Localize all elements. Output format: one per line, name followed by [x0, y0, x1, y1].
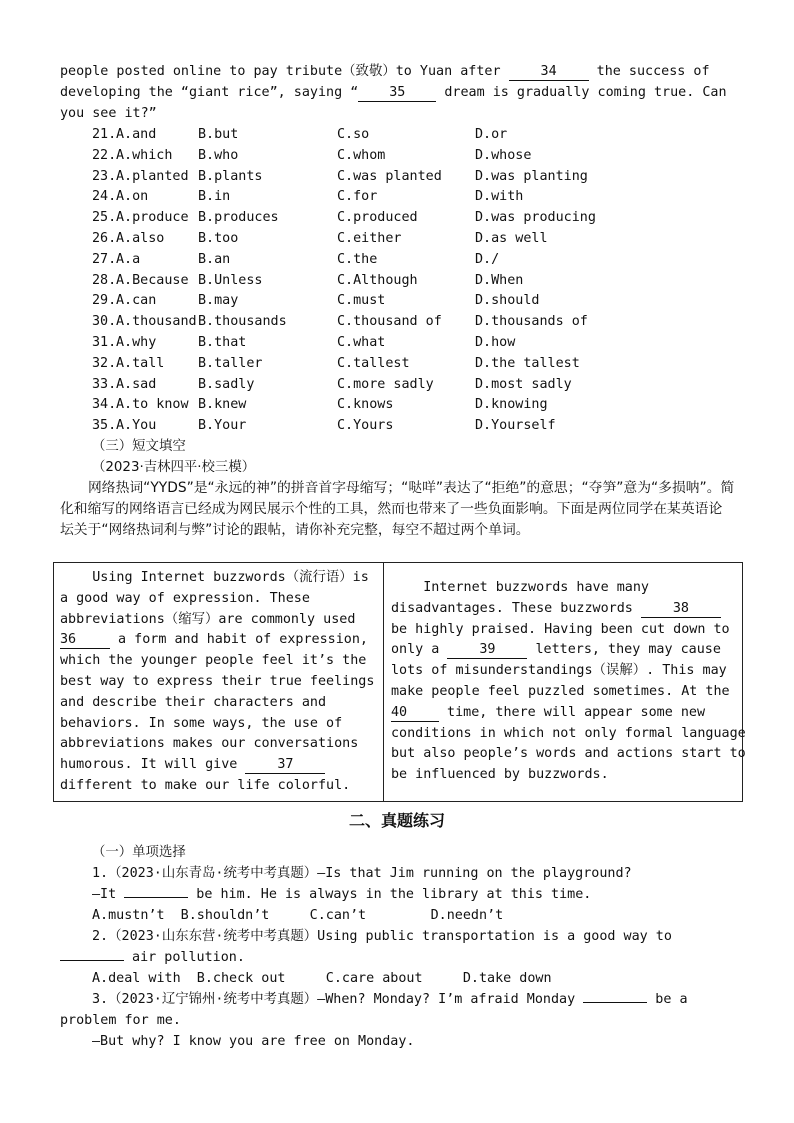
option-c: C.more sadly: [337, 376, 434, 392]
question-3-line2: problem for me.: [60, 1013, 181, 1028]
option-a: A.why: [116, 335, 157, 350]
passage-line: [60, 62, 710, 82]
question-number: 24.: [92, 189, 117, 205]
text-line: [391, 640, 739, 661]
text: people posted online to pay tribute（致敬）to Yuan after: [60, 64, 509, 79]
text: 3.（2023·辽宁锦州·统考中考真题）—When? Monday? I’m afraid Monday: [92, 992, 584, 1007]
question-number: 34.: [92, 397, 117, 413]
text: a form and habit of expression,: [110, 632, 368, 648]
option-b: B.an: [198, 251, 231, 267]
option-b: B.produces: [198, 210, 279, 226]
question-2-line2: [60, 948, 245, 968]
text: time, there will appear some new: [439, 704, 706, 720]
question-1-options: A.mustn’t B.shouldn’t C.can’t D.needn’t: [92, 908, 504, 923]
text: abbreviations makes our conversations: [60, 736, 359, 752]
text: different to make our life colorful.: [60, 777, 351, 793]
option-b: B.knew: [198, 397, 247, 413]
box-divider: [383, 563, 384, 801]
option-c: C.whom: [337, 147, 386, 163]
text: humorous. It will give: [60, 757, 246, 773]
option-d: D.thousands of: [475, 314, 588, 330]
option-b: B.Unless: [198, 272, 263, 288]
text-line: [60, 755, 382, 776]
answer-blank: [124, 897, 188, 898]
question-number: 35.: [92, 418, 117, 434]
option-a: A.and: [116, 127, 157, 142]
option-c: C.must: [337, 293, 386, 309]
option-c: C.produced: [337, 210, 418, 226]
option-c: C.what: [337, 335, 386, 350]
option-d: D.Yourself: [475, 418, 556, 434]
option-b: B.may: [198, 293, 239, 309]
text: but also people’s words and actions start to: [391, 746, 746, 762]
option-a: A.planted: [116, 168, 189, 184]
section-heading: （三）短文填空: [92, 439, 186, 454]
question-source: （2023·吉林四平·校三模）: [92, 460, 256, 475]
option-d: D.with: [475, 189, 524, 205]
text: disadvantages. These buzzwords: [391, 600, 641, 616]
text: dream is gradually coming true. Can: [436, 85, 727, 100]
text: Using Internet buzzwords（流行语）is: [60, 570, 369, 585]
text: lots of misunderstandings（误解）. This may: [391, 663, 727, 679]
text: developing the “giant rice”, saying “: [60, 85, 359, 100]
blank-36: 36: [60, 632, 110, 649]
blank-38: 38: [641, 601, 721, 618]
blank-35: 35: [358, 85, 436, 102]
text: behaviors. In some ways, the use of: [60, 715, 343, 731]
question-number: 23.: [92, 168, 117, 184]
passage-line: [60, 83, 727, 103]
option-d: D.was producing: [475, 210, 596, 226]
text: which the younger people feel it’s the: [60, 653, 367, 669]
option-b: B.who: [198, 147, 239, 163]
option-d: D.the tallest: [475, 355, 580, 371]
right-post: [391, 578, 746, 786]
blank-34: 34: [509, 64, 589, 81]
option-a: A.to know: [116, 397, 189, 413]
option-c: C.either: [337, 231, 402, 246]
text: be a: [647, 992, 688, 1007]
text: be highly praised. Having been cut down to: [391, 621, 730, 637]
question-number: 25.: [92, 210, 117, 226]
text: abbreviations（缩写）are commonly used: [60, 611, 356, 627]
option-a: A.thousand: [116, 314, 197, 330]
question-3: [92, 990, 688, 1010]
option-c: C.Yours: [337, 418, 394, 434]
option-d: D.knowing: [475, 397, 548, 413]
text: the success of: [588, 64, 710, 79]
left-post: [60, 568, 382, 797]
question-2: 2.（2023·山东东营·统考中考真题）Using public transportation is a good way to: [92, 929, 672, 944]
question-3-line3: —But why? I know you are free on Monday.: [92, 1034, 415, 1049]
option-a: A.produce: [116, 210, 189, 226]
option-a: A.Because: [116, 272, 189, 288]
option-b: B.that: [198, 335, 247, 350]
part2-title: 二、真题练习: [348, 811, 445, 830]
text: a good way of expression. These: [60, 590, 310, 606]
blank-37: 37: [245, 757, 325, 774]
option-c: C.the: [337, 251, 378, 267]
option-d: D./: [475, 251, 500, 267]
question-number: 30.: [92, 314, 117, 330]
text: be influenced by buzzwords.: [391, 767, 609, 783]
option-a: A.sad: [116, 376, 157, 392]
option-d: D.should: [475, 293, 540, 309]
option-c: C.thousand of: [337, 314, 442, 330]
option-a: A.can: [116, 293, 157, 309]
text: only a: [391, 642, 448, 658]
option-d: D.most sadly: [475, 376, 572, 392]
option-a: A.on: [116, 189, 149, 205]
question-number: 26.: [92, 231, 117, 246]
answer-blank: [583, 1002, 647, 1003]
option-a: A.You: [116, 418, 157, 434]
option-c: C.so: [337, 127, 370, 142]
option-b: B.taller: [198, 355, 263, 371]
text: make people feel puzzled sometimes. At the: [391, 683, 730, 699]
option-a: A.tall: [116, 355, 165, 371]
option-a: A.also: [116, 231, 165, 246]
question-number: 27.: [92, 251, 117, 267]
text: air pollution.: [124, 950, 245, 965]
question-2-options: A.deal with B.check out C.care about D.take down: [92, 971, 552, 986]
option-d: D.as well: [475, 231, 548, 246]
option-b: B.plants: [198, 168, 263, 184]
option-a: A.a: [116, 251, 141, 267]
text-line: [60, 630, 382, 651]
option-a: A.which: [116, 147, 173, 163]
text: letters, they may cause: [527, 642, 721, 658]
option-d: D.how: [475, 335, 516, 350]
text: and describe their characters and: [60, 694, 327, 710]
option-d: D.or: [475, 127, 508, 142]
question-number: 22.: [92, 147, 117, 163]
option-b: B.Your: [198, 418, 247, 434]
option-c: C.was planted: [337, 168, 442, 184]
text-line: [391, 599, 739, 620]
forum-posts-box: [53, 562, 746, 802]
option-b: B.in: [198, 189, 231, 205]
option-c: C.Although: [337, 272, 418, 288]
question-number: 21.: [92, 127, 117, 142]
answer-blank: [60, 960, 124, 961]
question-number: 31.: [92, 335, 117, 350]
option-b: B.but: [198, 127, 239, 142]
option-b: B.too: [198, 231, 239, 246]
option-b: B.thousands: [198, 314, 287, 330]
blank-39: 39: [447, 642, 527, 659]
question-number: 32.: [92, 355, 117, 371]
option-c: C.tallest: [337, 355, 410, 371]
question-1-line2: [92, 885, 591, 905]
option-c: C.knows: [337, 397, 394, 413]
subsection-heading: （一）单项选择: [92, 845, 186, 860]
passage-line: you see it?”: [60, 106, 157, 121]
text: best way to express their true feelings: [60, 673, 375, 689]
text-line: [391, 703, 739, 724]
text: Internet buzzwords have many: [391, 580, 649, 595]
question-number: 29.: [92, 293, 117, 309]
option-c: C.for: [337, 189, 378, 205]
text: —It: [92, 887, 125, 902]
question-1: 1.（2023·山东青岛·统考中考真题）—Is that Jim running on the playground?: [92, 866, 632, 881]
text: be him. He is always in the library at this time.: [188, 887, 592, 902]
option-b: B.sadly: [198, 376, 255, 392]
question-number: 28.: [92, 272, 117, 288]
section-intro: 网络热词“YYDS”是“永远的神”的拼音首字母缩写；“哒咩”表达了“拒绝”的意思；“夺笋”意为“多损呐”。简化和缩写的网络语言已经成为网民展示个性的工具，然而也带来了一些负面影响。下面是两位同学在某英语论坛关于“网络热词利与弊”讨论的跟帖，请你补充完整，每空不超过两个单词。: [60, 480, 735, 538]
question-number: 33.: [92, 376, 117, 392]
option-d: D.was planting: [475, 168, 588, 184]
text: conditions in which not only formal language: [391, 725, 746, 741]
option-d: D.When: [475, 272, 524, 288]
option-d: D.whose: [475, 147, 532, 163]
blank-40: 40: [391, 705, 439, 722]
